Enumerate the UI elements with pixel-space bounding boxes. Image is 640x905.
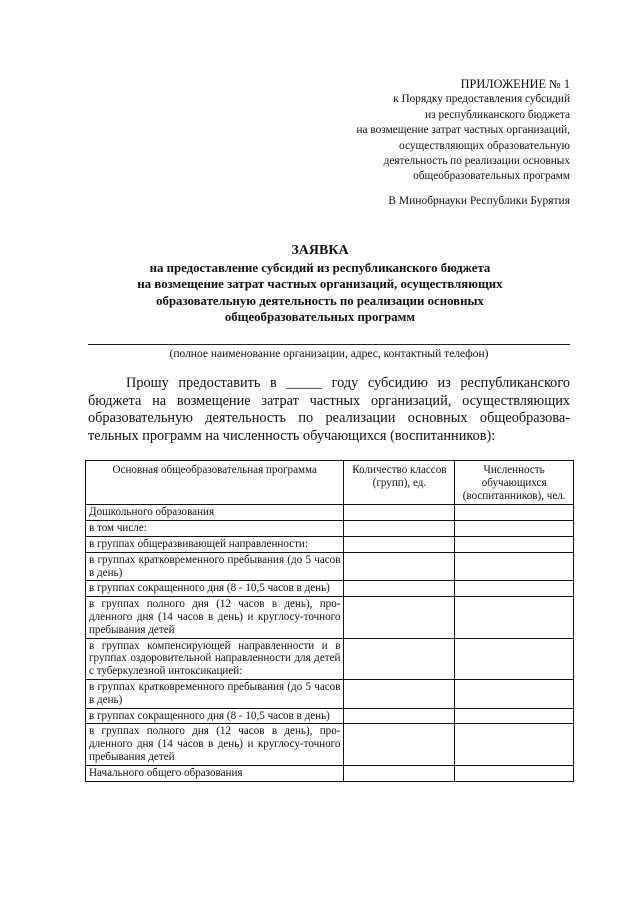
row-label: в группах сокращенного дня (8 - 10,5 часов в день) [86,581,344,597]
table-row [86,505,574,521]
appendix-line: осуществляющих образовательную [399,139,570,152]
table-header-row [86,461,574,505]
students-cell[interactable] [455,536,574,552]
title-line: на возмещение затрат частных организаций, осуществляющих [137,277,503,292]
students-cell[interactable] [455,597,574,638]
table-row [86,536,574,552]
request-text: Прошу предоставить в _____ году субсидию из республиканского бюджета на возмещение затрат частных организаций, осуществляющих образовательную деятельность по реализации основных общеобразова-тельных программ на численность обучающихся (воспитанников): [88,375,570,444]
students-cell[interactable] [455,708,574,724]
table-row [86,581,574,597]
row-label: Начального общего образования [86,765,344,781]
appendix-line: общеобразовательных программ [413,170,570,183]
row-label: в группах общеразвивающей направленности: [86,536,344,552]
classes-cell[interactable] [344,597,455,638]
header-program: Основная общеобразовательная программа [86,461,344,505]
organization-name-line[interactable] [88,344,570,345]
classes-cell[interactable] [344,724,455,765]
table-row [86,597,574,638]
classes-cell[interactable] [344,505,455,521]
students-cell[interactable] [455,679,574,708]
programs-table [85,460,574,782]
table-row [86,638,574,679]
row-label: в группах компенсирующей направленности и в группах оздоровительной направленности для детей с туберкулезной интоксикацией: [86,638,344,679]
table-row [86,679,574,708]
students-cell[interactable] [455,581,574,597]
classes-cell[interactable] [344,536,455,552]
row-label: Дошкольного образования [86,505,344,521]
appendix-header [250,77,570,185]
appendix-line: из республиканского бюджета [425,108,570,121]
table-row [86,552,574,581]
students-cell[interactable] [455,724,574,765]
classes-cell[interactable] [344,679,455,708]
students-cell[interactable] [455,638,574,679]
row-label: в группах кратковременного пребывания (до 5 часов в день) [86,552,344,581]
students-cell[interactable] [455,765,574,781]
header-students: Численность обучающихся (воспитанников), чел. [455,461,574,505]
classes-cell[interactable] [344,708,455,724]
organization-name-caption: (полное наименование организации, адрес, контактный телефон) [169,348,489,360]
classes-cell[interactable] [344,521,455,537]
table-row [86,708,574,724]
classes-cell[interactable] [344,638,455,679]
row-label: в том числе: [86,521,344,537]
row-label: в группах полного дня (12 часов в день), про-дленного дня (14 часов в день) и круглосу-точного пребывания детей [86,724,344,765]
title-line: образовательную деятельность по реализации основных [156,293,484,308]
table-row [86,521,574,537]
table-row [86,724,574,765]
appendix-line: к Порядку предоставления субсидий [393,93,570,106]
row-label: в группах полного дня (12 часов в день), про-дленного дня (14 часов в день) и круглосу-точного пребывания детей [86,597,344,638]
appendix-number: ПРИЛОЖЕНИЕ № 1 [460,77,570,91]
request-paragraph [88,375,570,445]
row-label: в группах сокращенного дня (8 - 10,5 часов в день) [86,708,344,724]
document-title [70,243,570,326]
title-line: на предоставление субсидий из республиканского бюджета [149,260,491,275]
header-classes: Количество классов (групп), ед. [344,461,455,505]
classes-cell[interactable] [344,765,455,781]
students-cell[interactable] [455,552,574,581]
addressee: В Минобрнауки Республики Бурятия [388,195,570,207]
students-cell[interactable] [455,521,574,537]
row-label: в группах кратковременного пребывания (до 5 часов в день) [86,679,344,708]
appendix-line: деятельность по реализации основных [383,155,570,168]
classes-cell[interactable] [344,552,455,581]
table-row [86,765,574,781]
title-line: общеобразовательных программ [224,310,416,325]
appendix-line: на возмещение затрат частных организаций, [356,124,570,137]
students-cell[interactable] [455,505,574,521]
title-heading: ЗАЯВКА [291,243,349,258]
classes-cell[interactable] [344,581,455,597]
